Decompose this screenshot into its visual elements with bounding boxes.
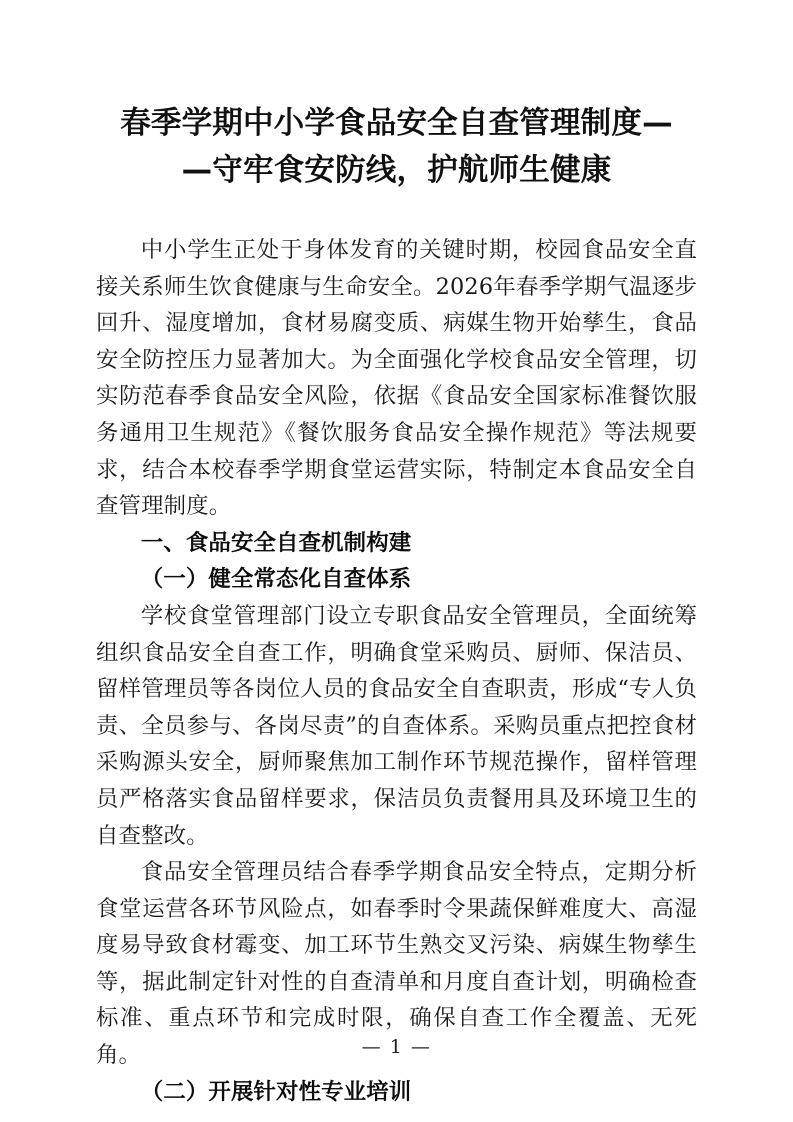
document-title-line-1: 春季学期中小学食品安全自查管理制度— [120, 106, 673, 141]
page-number-footer: — 1 — [361, 1036, 432, 1058]
title-body-spacer [96, 194, 697, 232]
heading-subsection-1-1: （一）健全常态化自查体系 [140, 566, 412, 593]
page-content [96, 100, 697, 1110]
document-title [96, 100, 697, 194]
document-title-line-2: —守牢食安防线，护航师生健康 [181, 153, 612, 188]
paragraph-risk-analysis: 食品安全管理员结合春季学期食品安全特点，定期分析食堂运营各环节风险点，如春季时令果蔬保鲜难度大、高湿度易导致食材霉变、加工环节生熟交叉污染、病媒生物孳生等，据此制定针对性的自查清单和月度自查计划，明确检查标准、重点环节和完成时限，确保自查工作全覆盖、无死角。 [96, 859, 697, 1069]
paragraph-self-inspection-system: 学校食堂管理部门设立专职食品安全管理员，全面统筹组织食品安全自查工作，明确食堂采购员、厨师、保洁员、留样管理员等各岗位人员的食品安全自查职责，形成“专人负责、全员参与、各岗尽责”的自查体系。采购员重点把控食材采购源头安全，厨师聚焦加工制作环节规范操作，留样管理员严格落实食品留样要求，保洁员负责餐用具及环境卫生的自查整改。 [96, 602, 697, 849]
heading-subsection-1-2: （二）开展针对性专业培训 [140, 1078, 412, 1105]
paragraph-introduction: 中小学生正处于身体发育的关键时期，校园食品安全直接关系师生饮食健康与生命安全。2026年春季学期气温逐步回升、湿度增加，食材易腐变质、病媒生物开始孳生，食品安全防控压力显著加大。为全面强化学校食品安全管理，切实防范春季食品安全风险，依据《食品安全国家标准餐饮服务通用卫生规范》《餐饮服务食品安全操作规范》等法规要求，结合本校春季学期食堂运营实际，特制定本食品安全自查管理制度。 [96, 237, 697, 520]
heading-section-1: 一、食品安全自查机制构建 [140, 529, 412, 556]
